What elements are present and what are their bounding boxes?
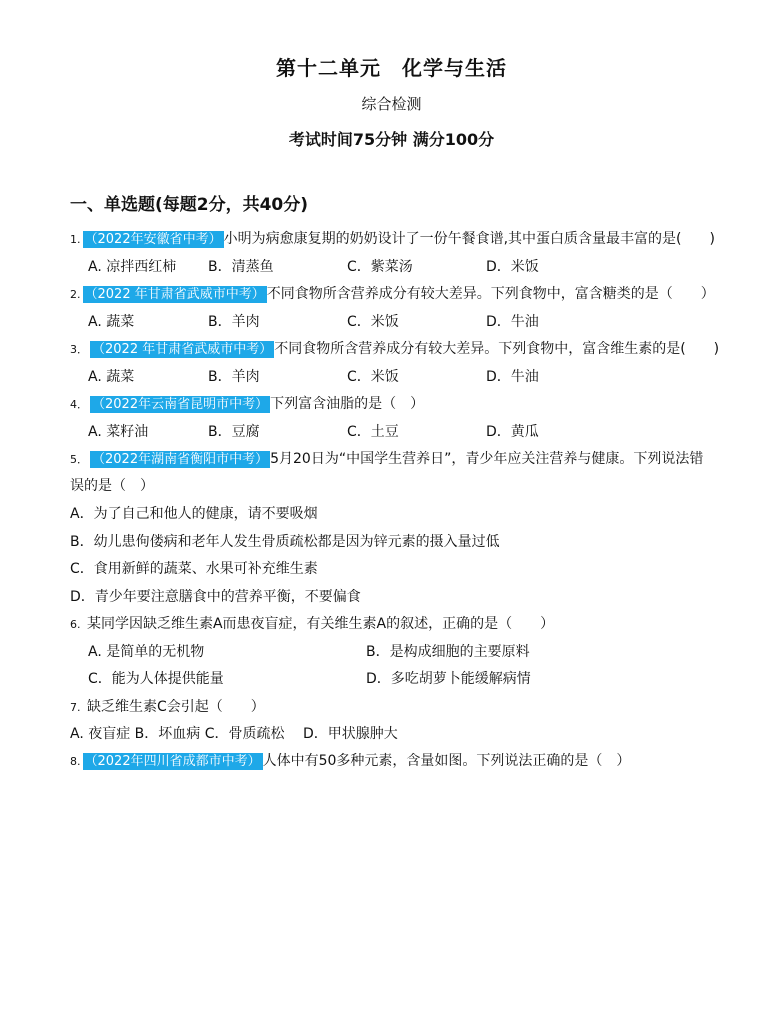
question-3	[70, 338, 719, 358]
source-tag: （2022 年甘肃省武威市中考）	[92, 342, 273, 357]
option-a: A．为了自己和他人的健康，请不要吸烟	[70, 506, 318, 522]
source-tag: （2022年安徽省中考）	[84, 232, 222, 247]
question-text: 不同食物所含营养成分有较大差异。下列食物中，富含糖类的是（ ）	[266, 286, 715, 302]
section-heading: 一、单选题(每题2分，共40分)	[70, 195, 309, 215]
option-a: A. 凉拌西红柿	[88, 259, 177, 275]
question-2	[70, 283, 715, 303]
question-text: 小明为病愈康复期的奶奶设计了一份午餐食谱,其中蛋白质含量最丰富的是( )	[223, 231, 715, 247]
option-b: B．幼儿患佝偻病和老年人发生骨质疏松都是因为锌元素的摄入量过低	[70, 534, 500, 550]
option-c: C．土豆	[347, 424, 399, 440]
question-text: 5月20日为“中国学生营养日”，青少年应关注营养与健康。下列说法错	[270, 451, 704, 467]
question-4	[70, 393, 424, 413]
question-text: 某同学因缺乏维生素A而患夜盲症，有关维生素A的叙述，正确的是（ ）	[86, 616, 555, 632]
option-b: B．豆腐	[208, 424, 260, 440]
source-tag: （2022年云南省昆明市中考）	[92, 397, 269, 412]
option-b: B．羊肉	[208, 369, 260, 385]
option-c: C．食用新鲜的蔬菜、水果可补充维生素	[70, 561, 318, 577]
source-tag: （2022年湖南省衡阳市中考）	[92, 452, 269, 467]
question-number: 4．	[70, 398, 88, 411]
question-number: 8.	[70, 755, 81, 768]
question-8	[70, 750, 630, 770]
option-b: B．清蒸鱼	[208, 259, 274, 275]
exam-info: 考试时间75分钟 满分100分	[288, 130, 495, 149]
question-7	[70, 696, 265, 716]
question-number: 2.	[70, 288, 81, 301]
question-number: 7.	[70, 701, 81, 714]
option-a: A. 是简单的无机物	[88, 644, 205, 660]
option-c: C．米饭	[347, 314, 399, 330]
source-tag: （2022年四川省成都市中考）	[84, 754, 261, 769]
option-d: D．牛油	[486, 314, 539, 330]
question-number: 1.	[70, 233, 81, 246]
question-text: 缺乏维生素C会引起（ ）	[86, 699, 265, 715]
question-text: 下列富含油脂的是（ ）	[270, 396, 425, 412]
option-c: C．能为人体提供能量	[88, 671, 224, 687]
question-number: 6.	[70, 618, 81, 631]
question-text: 不同食物所含营养成分有较大差异。下列食物中，富含维生素的是( )	[274, 341, 720, 357]
option-d: D．多吃胡萝卜能缓解病情	[366, 671, 531, 687]
option-d: D．牛油	[486, 369, 539, 385]
options-line: A. 夜盲症 B．坏血病 C．骨质疏松 D．甲状腺肿大	[70, 726, 398, 742]
option-d: D．黄瓜	[486, 424, 539, 440]
source-tag: （2022 年甘肃省武威市中考）	[84, 287, 265, 302]
option-c: C．米饭	[347, 369, 399, 385]
option-b: B．羊肉	[208, 314, 260, 330]
question-1	[70, 228, 715, 248]
question-number: 5．	[70, 453, 88, 466]
question-5	[70, 448, 703, 468]
question-text-continued: 误的是（ ）	[70, 478, 154, 494]
document-title: 第十二单元 化学与生活	[276, 56, 507, 80]
option-a: A. 菜籽油	[88, 424, 149, 440]
question-text: 人体中有50多种元素，含量如图。下列说法正确的是（ ）	[262, 753, 631, 769]
question-number: 3．	[70, 343, 88, 356]
option-b: B．是构成细胞的主要原料	[366, 644, 530, 660]
option-a: A. 蔬菜	[88, 314, 135, 330]
question-6	[70, 613, 554, 633]
document-subtitle: 综合检测	[361, 95, 422, 113]
option-c: C．紫菜汤	[347, 259, 413, 275]
option-a: A. 蔬菜	[88, 369, 135, 385]
option-d: D．青少年要注意膳食中的营养平衡，不要偏食	[70, 589, 361, 605]
option-d: D．米饭	[486, 259, 539, 275]
